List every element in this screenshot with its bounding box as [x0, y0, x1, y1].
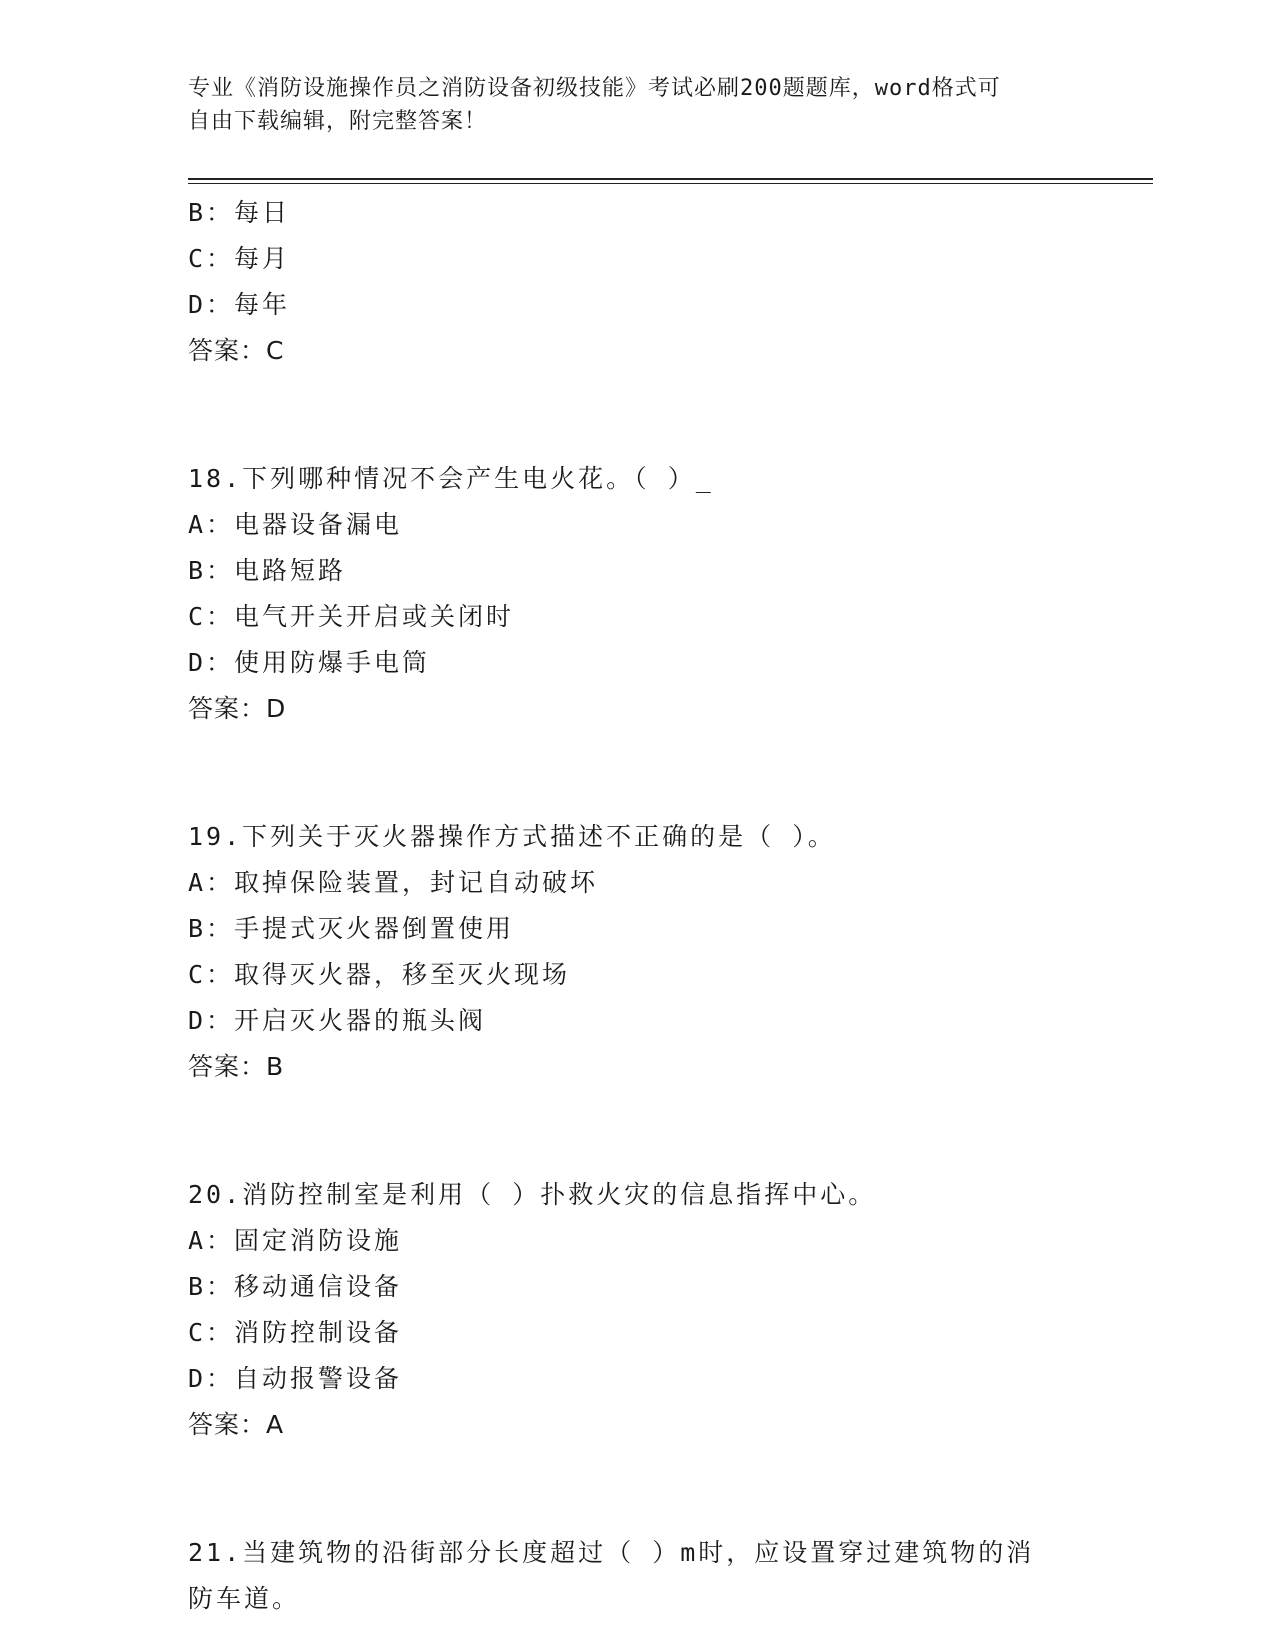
option-a: A：固定消防设施	[188, 1226, 403, 1255]
question-list	[188, 190, 1068, 1622]
question-20	[188, 1172, 1068, 1448]
option-b: B：电路短路	[188, 556, 347, 585]
header-line-2: 自由下载编辑，附完整答案！	[188, 109, 488, 134]
question-21	[188, 1530, 1068, 1622]
option-a: A：电器设备漏电	[188, 510, 403, 539]
option-c: C：电气开关开启或关闭时	[188, 602, 515, 631]
question-18	[188, 456, 1068, 732]
question-stem-line-1: 21.当建筑物的沿街部分长度超过（ ）m时，应设置穿过建筑物的消	[188, 1538, 1035, 1567]
option-b: B：每日	[188, 198, 291, 227]
option-d: D：自动报警设备	[188, 1364, 403, 1393]
header-divider-thin	[188, 183, 1153, 184]
option-a: A：取掉保险装置，封记自动破坏	[188, 868, 599, 897]
answer: 答案：D	[188, 694, 287, 723]
question-stem: 18.下列哪种情况不会产生电火花。（ ）_	[188, 464, 714, 493]
option-b: B：移动通信设备	[188, 1272, 403, 1301]
option-d: D：使用防爆手电筒	[188, 648, 431, 677]
question-stem: 20.消防控制室是利用（ ）扑救火灾的信息指挥中心。	[188, 1180, 877, 1209]
option-c: C：消防控制设备	[188, 1318, 403, 1347]
header-divider-thick	[188, 178, 1153, 180]
question-17-partial	[188, 190, 1068, 374]
question-19	[188, 814, 1068, 1090]
answer: 答案：C	[188, 336, 285, 365]
answer: 答案：A	[188, 1410, 285, 1439]
option-d: D：开启灭火器的瓶头阀	[188, 1006, 487, 1035]
option-c: C：取得灭火器，移至灭火现场	[188, 960, 571, 989]
header-line-1: 专业《消防设施操作员之消防设备初级技能》考试必刷200题题库，word格式可	[188, 76, 1001, 101]
document-header	[188, 72, 1068, 138]
question-stem: 19.下列关于灭火器操作方式描述不正确的是（ ）。	[188, 822, 836, 851]
option-d: D：每年	[188, 290, 291, 319]
option-c: C：每月	[188, 244, 291, 273]
question-stem-line-2: 防车道。	[188, 1584, 301, 1613]
option-b: B：手提式灭火器倒置使用	[188, 914, 515, 943]
answer: 答案：B	[188, 1052, 285, 1081]
